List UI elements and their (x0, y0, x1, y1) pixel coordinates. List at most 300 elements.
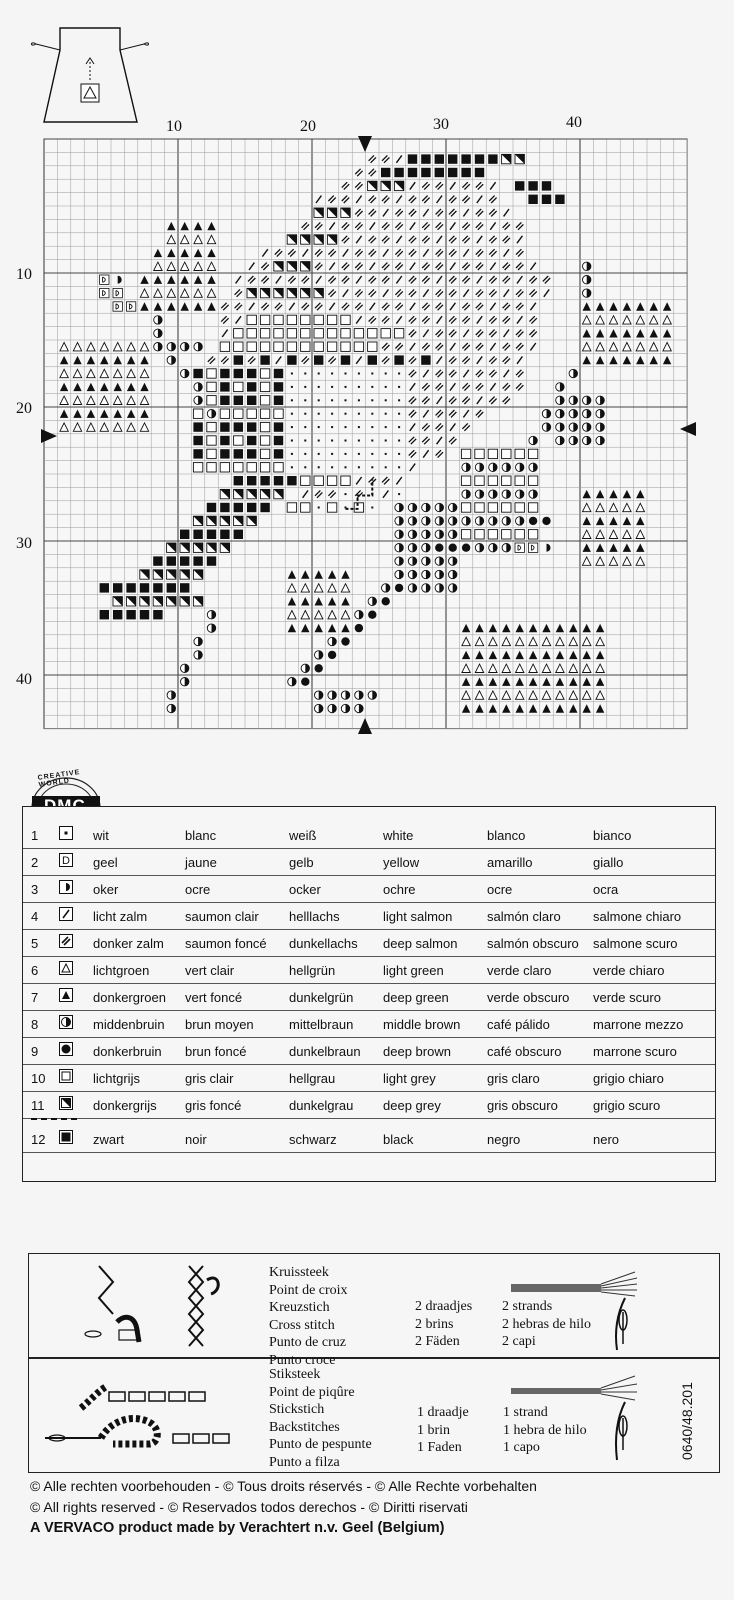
pattern-cell (328, 637, 336, 645)
pattern-cell (502, 490, 510, 498)
pattern-cell (180, 556, 189, 565)
pattern-cell (207, 410, 215, 418)
pattern-cell (408, 168, 417, 177)
legend-number: 12 (31, 1132, 46, 1147)
pattern-cell (301, 664, 309, 672)
open-square-icon (59, 1069, 73, 1083)
legend-en: deep salmon (383, 936, 458, 951)
pattern-cell (287, 262, 296, 271)
cross-thread-b-2: 2 hebras de hilo (502, 1316, 592, 1332)
slash-icon (59, 907, 73, 921)
pattern-cell (291, 386, 293, 388)
pattern-cell (301, 342, 310, 351)
pattern-cell (287, 315, 296, 324)
legend-row (23, 821, 715, 849)
back-name-es: Punto de pespunte (269, 1437, 372, 1452)
pattern-cell (247, 288, 256, 297)
pattern-cell (314, 208, 323, 217)
pattern-cell (371, 426, 373, 428)
pattern-cell (274, 315, 283, 324)
pattern-cell (435, 154, 444, 163)
pattern-cell (408, 557, 416, 565)
pattern-cell (556, 410, 564, 418)
color-legend (22, 806, 716, 1182)
pattern-cell (475, 490, 483, 498)
legend-de: ocker (289, 882, 321, 897)
pattern-cell (354, 329, 363, 338)
pattern-cell (304, 466, 306, 468)
filled-circle-icon (59, 1042, 73, 1056)
backstitch-diagram-icon (41, 1364, 251, 1464)
pattern-cell (489, 544, 497, 552)
pattern-cell (301, 235, 310, 244)
pattern-cell (193, 409, 202, 418)
cross-thread-a-1: 2 draadjes (415, 1299, 473, 1314)
legend-fr: blanc (185, 828, 217, 843)
pattern-cell (274, 489, 283, 498)
pattern-cell (345, 466, 347, 468)
pattern-cell (315, 651, 323, 659)
legend-number: 4 (31, 909, 39, 924)
legend-number: 3 (31, 882, 39, 897)
legend-es: negro (487, 1132, 521, 1147)
cross-name-en: Cross stitch (269, 1317, 335, 1333)
pattern-cell (341, 637, 349, 645)
pattern-cell (126, 610, 135, 619)
pattern-cell (315, 691, 323, 699)
legend-nl: donkerbruin (93, 1044, 162, 1059)
d-letter-icon (59, 853, 73, 867)
pattern-cell (381, 181, 390, 190)
pattern-cell (394, 355, 403, 364)
pattern-cell (207, 463, 216, 472)
pattern-cell (516, 463, 524, 471)
pattern-cell (318, 466, 320, 468)
legend-nl: geel (93, 855, 118, 870)
pattern-cell (358, 440, 360, 442)
pattern-cell (274, 382, 283, 391)
legend-number: 1 (31, 828, 39, 843)
pattern-cell (385, 466, 387, 468)
pattern-cell (331, 373, 333, 375)
legend-it: salmone scuro (593, 936, 678, 951)
legend-fr: saumon clair (185, 909, 259, 924)
pattern-cell (461, 530, 470, 539)
pattern-cell (449, 503, 457, 511)
pattern-cell (301, 476, 310, 485)
legend-es: café pálido (487, 1017, 550, 1032)
back-thread-b-1: 1 strand (503, 1405, 548, 1420)
legend-it: nero (593, 1132, 620, 1147)
pattern-cell (528, 195, 537, 204)
pattern-cell (449, 530, 457, 538)
pattern-cell (368, 597, 376, 605)
legend-fr: brun moyen (185, 1017, 254, 1032)
pattern-cell (449, 544, 457, 552)
instructions-divider (29, 1357, 719, 1359)
pattern-cell (260, 436, 269, 445)
legend-es: blanco (487, 828, 526, 843)
col-label-10: 10 (166, 118, 182, 135)
pattern-cell (207, 556, 216, 565)
pattern-cell (422, 557, 430, 565)
legend-number: 10 (31, 1071, 46, 1086)
legend-it: ocra (593, 882, 619, 897)
pattern-cell (569, 423, 577, 431)
pattern-cell (260, 288, 269, 297)
pattern-cell (398, 440, 400, 442)
pattern-cell (395, 544, 403, 552)
pattern-cell (371, 413, 373, 415)
needle-one-strand-icon (507, 1364, 657, 1464)
pattern-cell (327, 329, 336, 338)
pattern-cell (475, 517, 483, 525)
legend-row (23, 1091, 715, 1119)
pattern-cell (207, 611, 215, 619)
pattern-cell (529, 463, 537, 471)
pattern-cell (502, 530, 511, 539)
legend-en: light green (383, 963, 444, 978)
pattern-cell (234, 516, 243, 525)
vervaco-product-line: A VERVACO product made by Verachtert n.v. Geel (Belgium) (30, 1520, 445, 1536)
pattern-cell (596, 423, 604, 431)
legend-es: gris obscuro (487, 1098, 558, 1113)
pattern-cell (260, 355, 269, 364)
pattern-cell (247, 329, 256, 338)
legend-number: 5 (31, 936, 39, 951)
pattern-cell (435, 530, 443, 538)
cross-name-es: Punto de cruz (269, 1335, 346, 1350)
pattern-cell (304, 453, 306, 455)
pattern-cell (461, 449, 470, 458)
pattern-cell (385, 373, 387, 375)
pattern-cell (167, 356, 175, 364)
half-filled-circle-icon (59, 1015, 73, 1029)
pattern-cell (113, 302, 122, 311)
pattern-cell (354, 503, 363, 512)
pattern-cell (126, 302, 135, 311)
pattern-cell (368, 181, 377, 190)
back-name-de: Stickstich (269, 1402, 325, 1417)
legend-row (23, 1037, 715, 1065)
legend-es: verde obscuro (487, 990, 570, 1005)
cross-stitch-diagram-icon (69, 1260, 269, 1356)
pattern-cell (301, 678, 309, 686)
legend-row (23, 875, 715, 903)
pattern-cell (100, 288, 109, 297)
pattern-cell (516, 517, 524, 525)
pattern-cell (287, 342, 296, 351)
cross-stitch-chart (0, 0, 734, 780)
pattern-cell (368, 611, 376, 619)
pattern-cell (318, 426, 320, 428)
pattern-cell (345, 493, 347, 495)
pattern-cell (398, 413, 400, 415)
pattern-cell (287, 329, 296, 338)
pattern-cell (408, 503, 416, 511)
pattern-cell (341, 342, 350, 351)
pattern-cell (569, 410, 577, 418)
pattern-cell (193, 516, 202, 525)
pattern-cell (435, 544, 443, 552)
pattern-cell (180, 597, 189, 606)
pattern-cell (193, 422, 202, 431)
pattern-cell (140, 597, 149, 606)
pattern-cell (331, 466, 333, 468)
pattern-cell (422, 570, 430, 578)
pattern-cell (291, 440, 293, 442)
legend-it: bianco (593, 828, 632, 843)
pattern-cell (528, 543, 537, 552)
pattern-cell (167, 704, 175, 712)
pattern-cell (331, 453, 333, 455)
pattern-cell (220, 530, 229, 539)
cross-name-nl: Kruissteek (269, 1265, 329, 1280)
pattern-cell (207, 543, 216, 552)
pattern-cell (408, 517, 416, 525)
pattern-cell (220, 516, 229, 525)
pattern-cell (515, 543, 524, 552)
pattern-cell (180, 530, 189, 539)
pattern-cell (354, 342, 363, 351)
pattern-cell (234, 422, 243, 431)
pattern-cell (304, 440, 306, 442)
pattern-cell (234, 409, 243, 418)
pattern-cell (475, 449, 484, 458)
pattern-cell (449, 570, 457, 578)
pattern-cell (327, 315, 336, 324)
pattern-cell (287, 235, 296, 244)
pattern-cell (167, 583, 176, 592)
pattern-cell (395, 557, 403, 565)
pattern-cell (140, 583, 149, 592)
pattern-cell (345, 386, 347, 388)
legend-it: giallo (593, 855, 624, 870)
pattern-cell (371, 399, 373, 401)
pattern-cell (371, 373, 373, 375)
pattern-cell (596, 410, 604, 418)
pattern-cell (328, 651, 336, 659)
pattern-cell (318, 386, 320, 388)
legend-es: salmón obscuro (487, 936, 579, 951)
cross-threads-a (415, 1298, 472, 1351)
pattern-cell (583, 289, 591, 297)
legend-es: amarillo (487, 855, 533, 870)
pattern-cell (475, 476, 484, 485)
pattern-cell (368, 342, 377, 351)
pattern-cell (153, 583, 162, 592)
legend-fr: ocre (185, 882, 211, 897)
pattern-cell (153, 556, 162, 565)
pattern-cell (569, 369, 577, 377)
pattern-cell (220, 463, 229, 472)
pattern-cell (328, 691, 336, 699)
backstitch-names (269, 1366, 372, 1471)
pattern-cell (194, 343, 202, 351)
pattern-cell (395, 503, 403, 511)
pattern-cell (304, 373, 306, 375)
pattern-cell (207, 396, 216, 405)
pattern-cell (167, 570, 176, 579)
pattern-cell (167, 556, 176, 565)
pattern-cell (180, 583, 189, 592)
pattern-cell (314, 315, 323, 324)
pattern-cell (327, 476, 336, 485)
pattern-cell (489, 490, 497, 498)
pattern-cell (382, 584, 390, 592)
pattern-cell (398, 493, 400, 495)
pattern-cell (528, 530, 537, 539)
pattern-cell (247, 516, 256, 525)
pattern-cell (314, 329, 323, 338)
pattern-cell (291, 466, 293, 468)
legend-en: deep green (383, 990, 449, 1005)
pattern-cell (331, 426, 333, 428)
pattern-cell (398, 373, 400, 375)
legend-de: dunkelbraun (289, 1044, 361, 1059)
pattern-cell (345, 399, 347, 401)
pattern-cell (345, 373, 347, 375)
legend-en: deep brown (383, 1044, 451, 1059)
pattern-cell (247, 463, 256, 472)
legend-row (23, 1125, 715, 1153)
pattern-cell (234, 476, 243, 485)
pattern-cell (358, 453, 360, 455)
legend-it: grigio scuro (593, 1098, 661, 1113)
pattern-cell (247, 409, 256, 418)
pattern-cell (193, 449, 202, 458)
legend-en: black (383, 1132, 414, 1147)
pattern-cell (220, 543, 229, 552)
pattern-cell (260, 329, 269, 338)
pattern-cell (207, 503, 216, 512)
back-thread-a-2: 1 brin (417, 1422, 451, 1438)
open-triangle-icon (59, 961, 73, 975)
pattern-cell (207, 382, 216, 391)
pattern-cell (502, 463, 510, 471)
pattern-cell (583, 262, 591, 270)
pattern-cell (234, 449, 243, 458)
pattern-cell (167, 543, 176, 552)
half-circle-icon (59, 880, 73, 894)
back-name-nl: Stiksteek (269, 1367, 321, 1382)
pattern-cell (345, 440, 347, 442)
pattern-cell (328, 704, 336, 712)
pattern-cell (395, 530, 403, 538)
pattern-cell (247, 436, 256, 445)
pattern-cell (220, 436, 229, 445)
pattern-cell (234, 329, 243, 338)
legend-fr: noir (185, 1132, 207, 1147)
pattern-cell (475, 463, 483, 471)
pattern-cell (371, 386, 373, 388)
pattern-cell (318, 399, 320, 401)
back-name-en: Backstitches (269, 1419, 340, 1435)
pattern-cell (301, 262, 310, 271)
pattern-cell (398, 466, 400, 468)
pattern-cell (341, 691, 349, 699)
pattern-cell (341, 704, 349, 712)
pattern-cell (301, 329, 310, 338)
pattern-cell (515, 449, 524, 458)
pattern-cell (515, 181, 524, 190)
pattern-cell (462, 544, 470, 552)
legend-fr: gris clair (185, 1071, 234, 1086)
pattern-cell (385, 386, 387, 388)
pattern-cell (154, 329, 162, 337)
pattern-cell (556, 423, 564, 431)
cross-thread-b-3: 2 capi (502, 1334, 536, 1349)
pattern-cell (318, 453, 320, 455)
cross-thread-a-3: 2 Fäden (415, 1334, 460, 1349)
pattern-cell (488, 530, 497, 539)
pattern-cell (385, 399, 387, 401)
legend-it: marrone scuro (593, 1044, 677, 1059)
pattern-cell (542, 423, 550, 431)
pattern-cell (318, 507, 320, 509)
pattern-cell (260, 422, 269, 431)
copyright-line-2: © All rights reserved - © Reservados todos derechos - © Diritti riservati (30, 1499, 468, 1515)
legend-it: grigio chiaro (593, 1071, 664, 1086)
pattern-cell (398, 426, 400, 428)
pattern-cell (475, 154, 484, 163)
pattern-cell (596, 436, 604, 444)
bag-orientation-icon (32, 28, 149, 122)
pattern-cell (153, 610, 162, 619)
pattern-cell (583, 276, 591, 284)
legend-de: schwarz (289, 1132, 337, 1147)
pattern-cell (301, 503, 310, 512)
pattern-cell (358, 466, 360, 468)
pattern-cell (516, 490, 524, 498)
pattern-cell (556, 383, 564, 391)
legend-en: light grey (383, 1071, 436, 1086)
pattern-cell (247, 422, 256, 431)
legend-row (23, 929, 715, 957)
pattern-cell (382, 597, 390, 605)
pattern-cell (341, 355, 350, 364)
pattern-cell (358, 413, 360, 415)
cross-thread-a-2: 2 brins (415, 1316, 454, 1332)
legend-es: café obscuro (487, 1044, 562, 1059)
pattern-cell (502, 449, 511, 458)
pattern-cell (260, 503, 269, 512)
pattern-cell (542, 517, 550, 525)
pattern-cell (220, 489, 229, 498)
pattern-cell (502, 517, 510, 525)
pattern-cell (154, 343, 162, 351)
pattern-cell (542, 195, 551, 204)
pattern-cell (435, 570, 443, 578)
back-thread-a-3: 1 Faden (417, 1440, 462, 1455)
legend-es: verde claro (487, 963, 552, 978)
pattern-cell (422, 584, 430, 592)
legend-fr: saumon foncé (185, 936, 267, 951)
pattern-cell (291, 426, 293, 428)
pattern-cell (421, 168, 430, 177)
legend-en: middle brown (383, 1017, 461, 1032)
pattern-cell (449, 584, 457, 592)
pattern-cell (371, 507, 373, 509)
pattern-cell (247, 382, 256, 391)
pattern-cell (355, 611, 363, 619)
back-thread-b-3: 1 capo (503, 1440, 540, 1455)
pattern-cell (408, 530, 416, 538)
legend-it: verde scuro (593, 990, 661, 1005)
pattern-cell (394, 329, 403, 338)
pattern-cell (461, 476, 470, 485)
pattern-cell (542, 410, 550, 418)
